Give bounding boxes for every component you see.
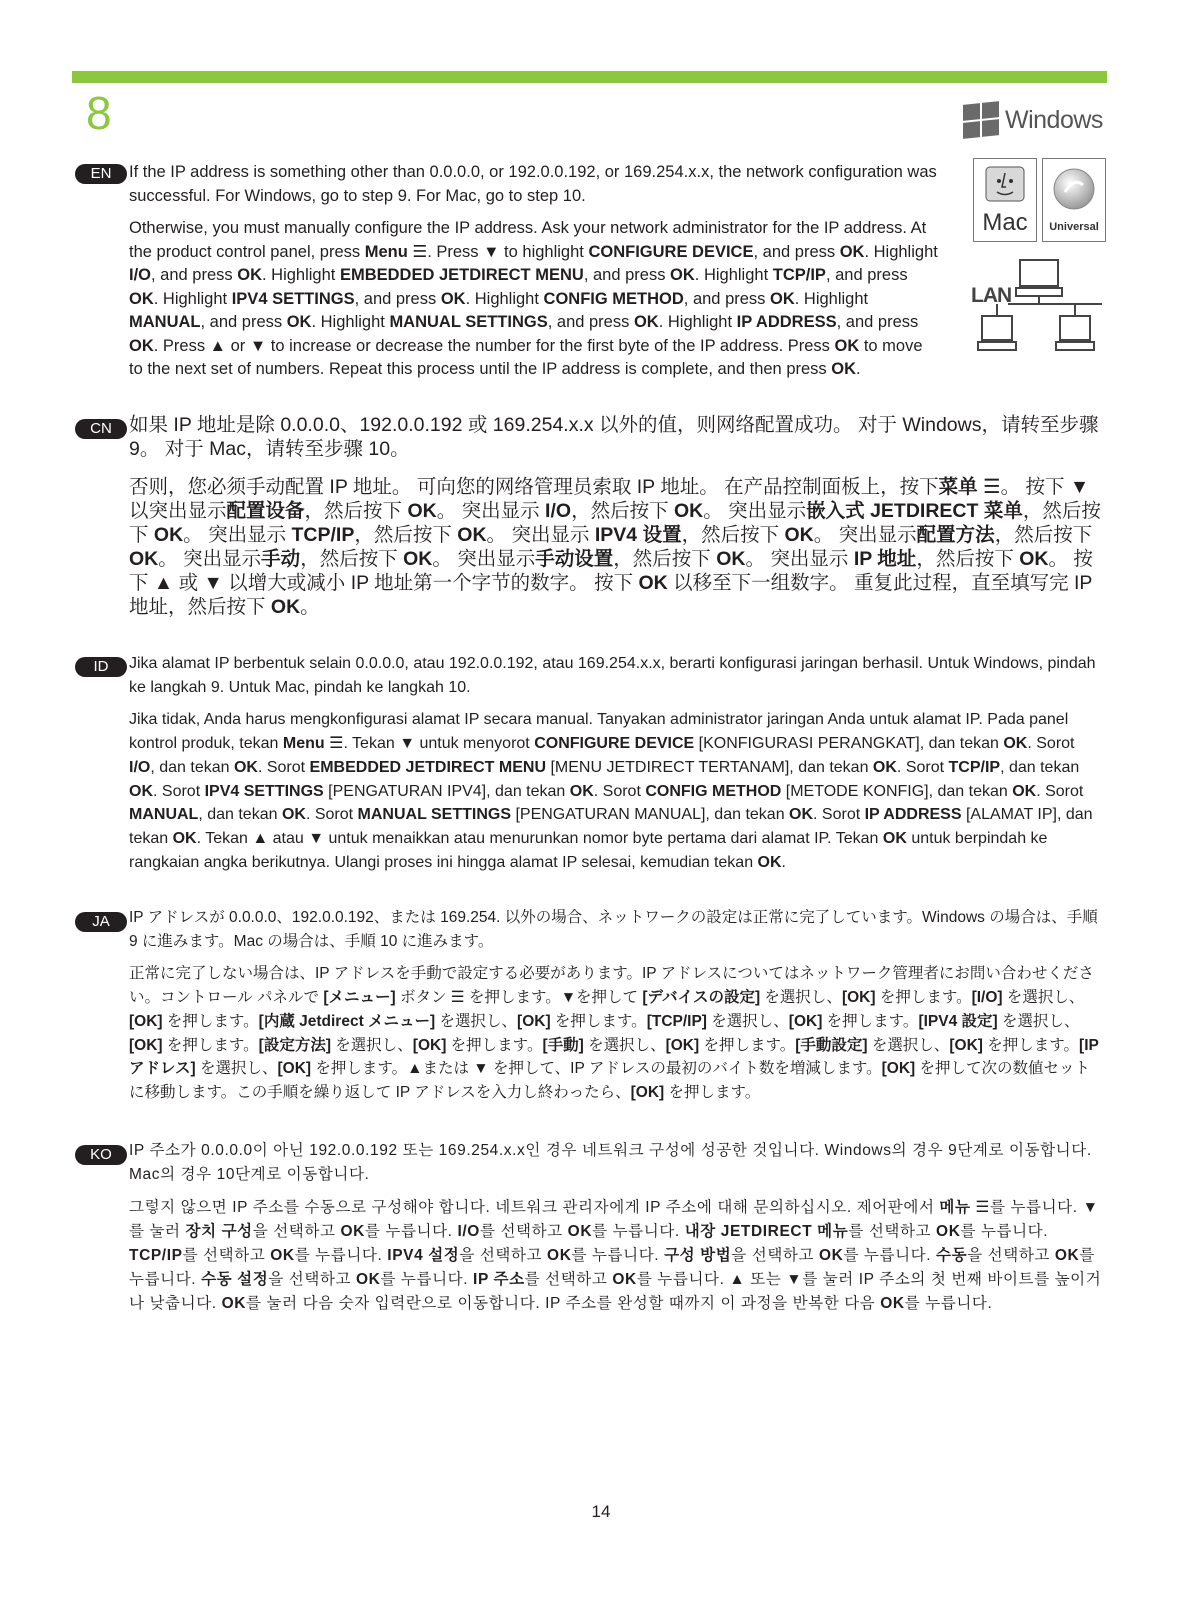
id-paragraph-1: Jika alamat IP berbentuk selain 0.0.0.0, atau 192.0.0.192, atau 169.254.x.x, berarti konfigurasi jaringan berhasil. Untuk Windows, pindah ke langkah 9. Untuk Mac, pindah ke langkah 10. (129, 655, 1096, 696)
ko-paragraph-2: 그렇지 않으면 IP 주소를 수동으로 구성해야 합니다. 네트워크 관리자에게 IP 주소에 대해 문의하십시오. 제어판에서 메뉴 ☰를 누릅니다. ▼를 눌러 장치 구성을 선택하고 OK를 누릅니다. I/O를 선택하고 OK를 누릅니다. 내장 JETDIRECT 메뉴를 선택하고 OK를 누릅니다. TCP/IP를 선택하고 OK를 누릅니다. IPV4 설정을 선택하고 OK를 누릅니다. 구성 방법을 선택하고 OK를 누릅니다. 수동을 선택하고 OK를 누릅니다. 수동 설정을 선택하고 OK를 누릅니다. IP 주소를 선택하고 OK를 누릅니다. ▲ 또는 ▼를 눌러 IP 주소의 첫 번째 바이트를 높이거나 낮춥니다. OK를 눌러 다음 숫자 입력란으로 이동합니다. IP 주소를 완성할 때까지 이 과정을 반복한 다음 OK를 누릅니다. (129, 1199, 1102, 1312)
page-number: 14 (591, 1502, 611, 1521)
badge-cn: CN (75, 419, 127, 439)
en-paragraph-1: If the IP address is something other than 0.0.0.0, or 192.0.0.192, or 169.254.x.x, the network configuration was successful. For Windows, go to step 9. For Mac, go to step 10. (129, 163, 937, 205)
windows-logo (963, 100, 1103, 140)
windows-flag-icon (963, 101, 999, 139)
green-top-bar (72, 71, 1107, 83)
ko-paragraph-1: IP 주소가 0.0.0.0이 아닌 192.0.0.192 또는 169.254.x.x인 경우 네트워크 구성에 성공한 것입니다. Windows의 경우 9단계로 이동합니다. Mac의 경우 10단계로 이동합니다. (129, 1142, 1092, 1183)
id-paragraph-2: Jika tidak, Anda harus mengkonfigurasi alamat IP secara manual. Tanyakan administrator jaringan Anda untuk alamat IP. Pada panel kontrol produk, tekan Menu ☰. Tekan ▼ untuk menyorot CONFIGURE DEVICE [KONFIGURASI PERANGKAT], dan tekan OK. Sorot I/O, dan tekan OK. Sorot EMBEDDED JETDIRECT MENU [MENU JETDIRECT TERTANAM], dan tekan OK. Sorot TCP/IP, dan tekan OK. Sorot IPV4 SETTINGS [PENGATURAN IPV4], dan tekan OK. Sorot CONFIG METHOD [METODE KONFIG], dan tekan OK. Sorot MANUAL, dan tekan OK. Sorot MANUAL SETTINGS [PENGATURAN MANUAL], dan tekan OK. Sorot IP ADDRESS [ALAMAT IP], dan tekan OK. Tekan ▲ atau ▼ untuk menaikkan atau menurunkan nomor byte pertama dari alamat IP. Tekan OK untuk berpindah ke rangkaian angka berikutnya. Ulangi proses ini hingga alamat IP selesai, kemudian tekan OK. (129, 711, 1093, 871)
ja-paragraph-1: IP アドレスが 0.0.0.0、192.0.0.192、または 169.254. 以外の場合、ネットワークの設定は正常に完了しています。Windows の場合は、手順 9 に進みます。Mac の場合は、手順 10 に進みます。 (129, 909, 1098, 950)
lan-network-icon (970, 258, 1104, 358)
section-id (129, 652, 1104, 874)
badge-ja: JA (75, 912, 127, 932)
universal-label: Universal (1049, 221, 1099, 233)
step-number: 8 (86, 87, 112, 139)
section-cn (129, 413, 1104, 619)
universal-platform-box (1042, 158, 1106, 242)
lan-label: LAN (971, 284, 1012, 307)
ja-paragraph-2: 正常に完了しない場合は、IP アドレスを手動で設定する必要があります。IP アドレスについてはネットワーク管理者にお問い合わせください。コントロール パネルで [メニュー] ボタン ☰ を押します。▼を押して [デバイスの設定] を選択し、[OK] を押します。[I/O] を選択し、[OK] を押します。[内蔵 Jetdirect メニュー] を選択し、[OK] を押します。[TCP/IP] を選択し、[OK] を押します。[IPV4 設定] を選択し、[OK] を押します。[設定方法] を選択し、[OK] を押します。[手動] を選択し、[OK] を押します。[手動設定] を選択し、[OK] を押します。[IP アドレス] を選択し、[OK] を押します。▲または ▼ を押して、IP アドレスの最初のバイト数を増減します。[OK] を押して次の数値セットに移動します。この手順を繰り返して IP アドレスを入力し終わったら、[OK] を押します。 (129, 965, 1099, 1101)
cn-paragraph-2: 否则，您必须手动配置 IP 地址。 可向您的网络管理员索取 IP 地址。 在产品控制面板上，按下菜单 ☰。 按下 ▼ 以突出显示配置设备，然后按下 OK。 突出显示 I/O，然后按下 OK。 突出显示嵌入式 JETDIRECT 菜单，然后按下 OK。 突出显示 TCP/IP，然后按下 OK。 突出显示 IPV4 设置，然后按下 OK。 突出显示配置方法，然后按下 OK。 突出显示手动，然后按下 OK。 突出显示手动设置，然后按下 OK。 突出显示 IP 地址，然后按下 OK。 按下 ▲ 或 ▼ 以增大或减小 IP 地址第一个字节的数字。 按下 OK 以移至下一组数字。 重复此过程，直至填写完 IP 地址，然后按下 OK。 (129, 476, 1101, 618)
badge-ko: KO (75, 1145, 127, 1165)
lan-diagram (970, 258, 1104, 358)
section-ko (129, 1139, 1104, 1316)
badge-en: EN (75, 164, 127, 184)
mac-face-icon (974, 159, 1036, 209)
mac-platform-box (973, 158, 1037, 242)
badge-id: ID (75, 657, 127, 677)
windows-logo-text: Windows (1005, 105, 1103, 134)
section-ja (129, 906, 1104, 1105)
cn-paragraph-1: 如果 IP 地址是除 0.0.0.0、192.0.0.192 或 169.254.x.x 以外的值，则网络配置成功。 对于 Windows，请转至步骤 9。 对于 Mac，请转至步骤 10。 (129, 414, 1099, 460)
universal-disc-icon (1043, 159, 1105, 214)
mac-label: Mac (982, 209, 1028, 236)
en-paragraph-2: Otherwise, you must manually configure the IP address. Ask your network administrator for the IP address. At the product control panel, press Menu ☰. Press ▼ to highlight CONFIGURE DEVICE, and press OK. Highlight I/O, and press OK. Highlight EMBEDDED JETDIRECT MENU, and press OK. Highlight TCP/IP, and press OK. Highlight IPV4 SETTINGS, and press OK. Highlight CONFIG METHOD, and press OK. Highlight MANUAL, and press OK. Highlight MANUAL SETTINGS, and press OK. Highlight IP ADDRESS, and press OK. Press ▲ or ▼ to increase or decrease the number for the first byte of the IP address. Press OK to move to the next set of numbers. Repeat this process until the IP address is complete, and then press OK. (129, 219, 938, 378)
section-en (129, 161, 939, 382)
